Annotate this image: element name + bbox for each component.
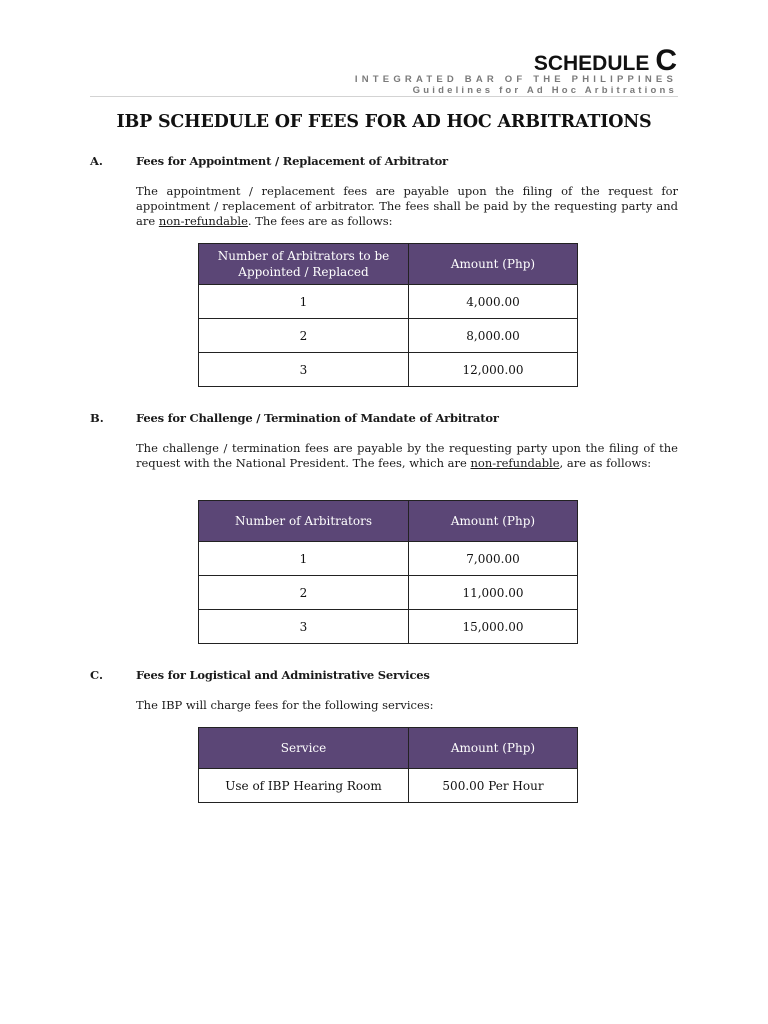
column-header: Amount (Php) (409, 728, 578, 769)
table-row (199, 576, 578, 610)
table-row (199, 285, 578, 319)
section-b-letter: B. (90, 411, 104, 425)
column-header: Amount (Php) (409, 244, 578, 285)
table-header-row (199, 728, 578, 769)
section-c-paragraph: The IBP will charge fees for the following services: (136, 698, 434, 712)
table-cell: 11,000.00 (409, 576, 578, 610)
section-a-paragraph (136, 184, 678, 229)
table-row (199, 353, 578, 387)
column-header: Amount (Php) (409, 501, 578, 542)
table-row (199, 542, 578, 576)
table-cell: 12,000.00 (409, 353, 578, 387)
challenge-fees-table (198, 500, 578, 644)
section-a-text-end: . The fees are as follows: (247, 214, 393, 228)
section-a-letter: A. (90, 154, 103, 168)
table-cell: 15,000.00 (409, 610, 578, 644)
table-cell: 3 (199, 353, 409, 387)
section-a-heading: Fees for Appointment / Replacement of Arbitrator (136, 154, 448, 168)
table-cell: Use of IBP Hearing Room (199, 769, 409, 803)
table-cell: 8,000.00 (409, 319, 578, 353)
table-cell: 500.00 Per Hour (409, 769, 578, 803)
section-c-heading: Fees for Logistical and Administrative Services (136, 668, 430, 682)
table-row (199, 769, 578, 803)
header-divider (90, 96, 678, 97)
table-row (199, 319, 578, 353)
schedule-letter: C (655, 44, 677, 77)
page-title: IBP SCHEDULE OF FEES FOR AD HOC ARBITRATIONS (116, 112, 652, 132)
document-subtitle: Guidelines for Ad Hoc Arbitrations (412, 85, 677, 96)
section-b-paragraph (136, 441, 678, 471)
table-cell: 4,000.00 (409, 285, 578, 319)
table-cell: 2 (199, 576, 409, 610)
table-cell: 1 (199, 285, 409, 319)
table-cell: 7,000.00 (409, 542, 578, 576)
table-cell: 1 (199, 542, 409, 576)
column-header: Number of Arbitrators to be Appointed / Replaced (199, 244, 409, 285)
section-c-letter: C. (90, 668, 103, 682)
column-header: Number of Arbitrators (199, 501, 409, 542)
section-b-non-refundable: non-refundable (470, 456, 560, 470)
section-b-heading: Fees for Challenge / Termination of Mandate of Arbitrator (136, 411, 499, 425)
table-header-row (199, 244, 578, 285)
schedule-word: SCHEDULE (533, 52, 650, 75)
schedule-label (534, 44, 677, 78)
section-b-text-end: , are as follows: (559, 456, 652, 470)
table-header-row (199, 501, 578, 542)
table-cell: 2 (199, 319, 409, 353)
services-fees-table (198, 727, 578, 803)
column-header: Service (199, 728, 409, 769)
section-a-non-refundable: non-refundable (158, 214, 248, 228)
organization-name: INTEGRATED BAR OF THE PHILIPPINES (354, 74, 677, 85)
section-a-text: The appointment / replacement fees are payable upon the filing of the request for appointment / replacement of arbitrator. The fees shall be paid by the requesting party and are (136, 184, 678, 228)
table-row (199, 610, 578, 644)
appointment-fees-table (198, 243, 578, 387)
table-cell: 3 (199, 610, 409, 644)
section-b-text: The challenge / termination fees are payable by the requesting party upon the filing of the request with the National President. The fees, which are (136, 441, 678, 470)
